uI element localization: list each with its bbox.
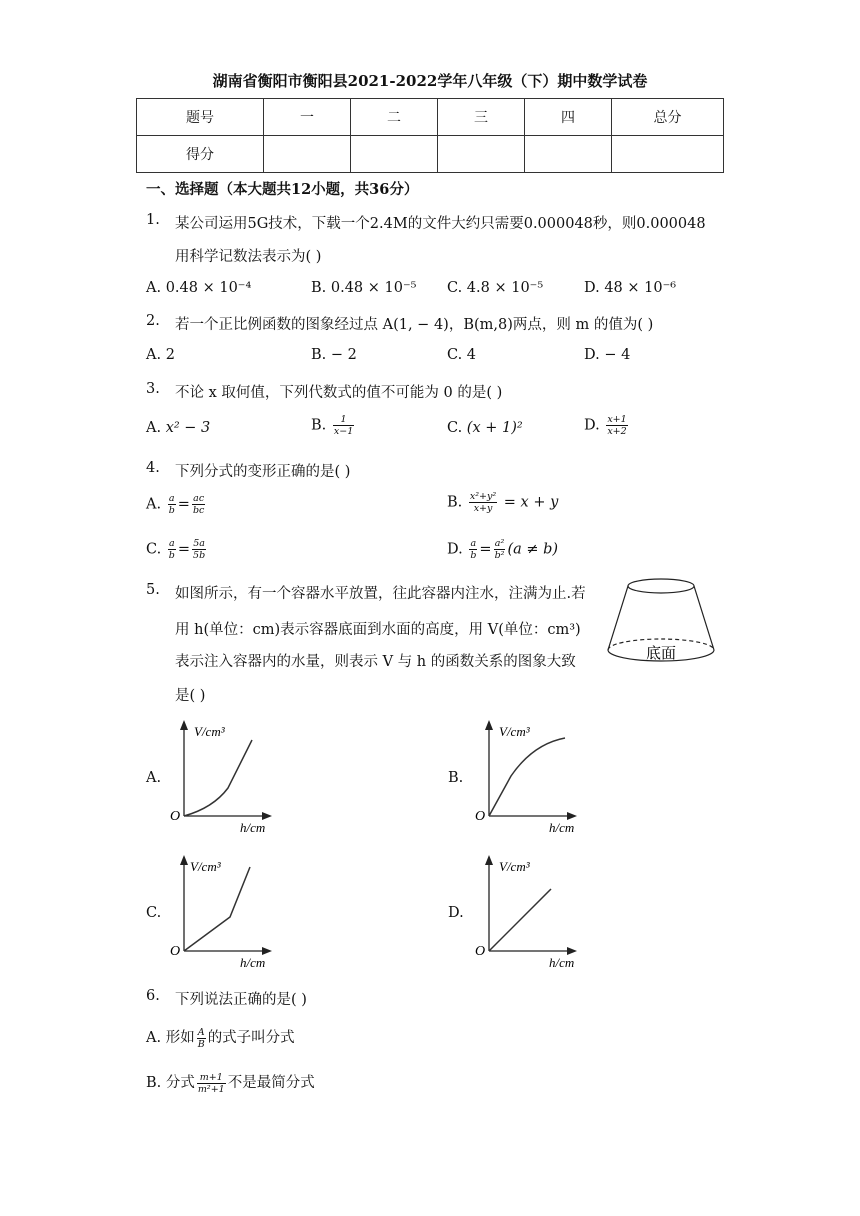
origin-label: O bbox=[170, 944, 181, 959]
option-text: A. 形如 bbox=[146, 1030, 195, 1046]
option-text: 不是最简分式 bbox=[227, 1075, 315, 1091]
fraction bbox=[192, 493, 205, 516]
y-axis-label: V/cm³ bbox=[190, 859, 221, 874]
score-table-cell: 四 bbox=[525, 99, 612, 136]
question-number: 6. bbox=[146, 988, 160, 1004]
option-b[interactable] bbox=[146, 1071, 315, 1095]
question-number: 4. bbox=[146, 460, 160, 476]
option-a[interactable]: A. 0.48 × 10⁻⁴ bbox=[146, 280, 252, 296]
score-table bbox=[136, 98, 724, 173]
graph-curve bbox=[489, 889, 551, 951]
denominator: b bbox=[168, 550, 175, 561]
numerator: a bbox=[169, 538, 175, 549]
question-text: 下列分式的变形正确的是( ) bbox=[175, 464, 351, 480]
option-c[interactable] bbox=[146, 538, 208, 561]
denominator: x+y bbox=[473, 503, 493, 514]
option-a[interactable]: A. 2 bbox=[146, 347, 175, 363]
question-text: 是( ) bbox=[175, 688, 206, 704]
fraction bbox=[469, 538, 477, 561]
fraction bbox=[197, 1072, 226, 1095]
option-b[interactable] bbox=[311, 414, 356, 437]
question-text: 不论 x 取何值，下列代数式的值不可能为 0 的是( ) bbox=[175, 385, 503, 401]
score-table-cell: 题号 bbox=[137, 99, 264, 136]
y-axis-arrow bbox=[180, 855, 188, 865]
option-label: C. bbox=[146, 541, 162, 558]
numerator: x+1 bbox=[607, 414, 627, 425]
option-c[interactable]: C. bbox=[146, 905, 162, 921]
x-axis-arrow bbox=[567, 812, 577, 820]
container-right-side bbox=[694, 586, 714, 650]
score-table-cell: 总分 bbox=[612, 99, 724, 136]
option-text: B. 分式 bbox=[146, 1075, 195, 1091]
graph-curve bbox=[184, 740, 252, 816]
score-table-header-row bbox=[137, 99, 724, 136]
score-table-score-row bbox=[137, 136, 724, 173]
fraction bbox=[168, 493, 176, 516]
fraction bbox=[494, 538, 506, 561]
y-axis-arrow bbox=[485, 855, 493, 865]
score-input-cell bbox=[264, 136, 351, 173]
denominator: x+2 bbox=[607, 426, 627, 437]
score-table-cell: 三 bbox=[438, 99, 525, 136]
y-axis-label: V/cm³ bbox=[499, 724, 530, 739]
question-text: 用 h(单位：cm)表示容器底面到水面的高度，用 V(单位：cm³) bbox=[175, 622, 581, 638]
denominator: 5b bbox=[193, 550, 206, 561]
container-label: 底面 bbox=[645, 646, 677, 662]
denominator: m²+1 bbox=[197, 1083, 225, 1095]
graph-curve bbox=[184, 867, 250, 951]
question-text: 表示注入容器内的水量，则表示 V 与 h 的函数关系的图象大致 bbox=[175, 654, 576, 670]
x-axis-label: h/cm bbox=[240, 955, 266, 970]
question-text: 下列说法正确的是( ) bbox=[175, 992, 307, 1008]
x-axis-arrow bbox=[567, 947, 577, 955]
score-row-label: 得分 bbox=[137, 136, 264, 173]
equals-sign: = bbox=[479, 541, 492, 558]
option-d[interactable]: D. 48 × 10⁻⁶ bbox=[584, 280, 677, 296]
graph-c bbox=[168, 853, 278, 971]
graph-b bbox=[473, 718, 583, 836]
expression: = x + y bbox=[503, 494, 559, 511]
fraction bbox=[168, 538, 176, 561]
y-axis-arrow bbox=[180, 720, 188, 730]
x-axis-arrow bbox=[262, 812, 272, 820]
numerator: 5a bbox=[193, 538, 205, 549]
option-a[interactable] bbox=[146, 493, 207, 516]
equals-sign: = bbox=[177, 541, 191, 558]
score-input-cell bbox=[351, 136, 438, 173]
question-number: 1. bbox=[146, 212, 160, 228]
question-text: 某公司运用5G技术，下载一个2.4M的文件大约只需要0.000048秒，则0.000048 bbox=[175, 216, 706, 232]
option-c[interactable]: C. 4 bbox=[447, 347, 477, 363]
graph-d bbox=[473, 853, 583, 971]
option-b[interactable]: B. − 2 bbox=[311, 347, 357, 363]
option-text: 的式子叫分式 bbox=[207, 1030, 295, 1046]
denominator: b bbox=[168, 505, 175, 516]
numerator: a bbox=[470, 538, 477, 549]
x-axis-arrow bbox=[262, 947, 272, 955]
option-a[interactable] bbox=[146, 1026, 295, 1050]
denominator: x−1 bbox=[333, 426, 354, 437]
denominator: B bbox=[197, 1038, 205, 1050]
question-text: 用科学记数法表示为( ) bbox=[175, 249, 322, 265]
option-d[interactable] bbox=[584, 414, 630, 437]
option-b[interactable]: B. 0.48 × 10⁻⁵ bbox=[311, 280, 417, 296]
fraction bbox=[192, 538, 206, 561]
option-label: D. bbox=[584, 417, 600, 434]
score-input-cell bbox=[525, 136, 612, 173]
score-table-cell: 二 bbox=[351, 99, 438, 136]
option-a[interactable]: A. bbox=[146, 770, 162, 786]
graph-curve bbox=[489, 738, 565, 816]
numerator: x²+y² bbox=[469, 491, 497, 502]
option-c[interactable]: C. 4.8 × 10⁻⁵ bbox=[447, 280, 544, 296]
option-label: D. bbox=[447, 541, 463, 558]
option-label: B. bbox=[311, 417, 327, 434]
option-label: A. bbox=[146, 420, 162, 436]
option-d[interactable]: D. bbox=[448, 905, 464, 921]
option-b[interactable] bbox=[447, 491, 558, 514]
denominator: bc bbox=[192, 505, 205, 516]
option-d[interactable] bbox=[447, 538, 558, 561]
score-input-cell bbox=[438, 136, 525, 173]
question-text: 如图所示，有一个容器水平放置，往此容器内注水，注满为止.若 bbox=[175, 586, 586, 602]
y-axis-label: V/cm³ bbox=[499, 859, 530, 874]
question-text: 若一个正比例函数的图象经过点 A(1, − 4)，B(m,8)两点，则 m 的值为( ) bbox=[175, 317, 654, 333]
expression: x² − 3 bbox=[165, 420, 211, 436]
origin-label: O bbox=[475, 809, 486, 824]
question-number: 3. bbox=[146, 381, 160, 397]
x-axis-label: h/cm bbox=[549, 820, 575, 835]
question-number: 5. bbox=[146, 582, 160, 598]
numerator: m+1 bbox=[197, 1072, 226, 1084]
origin-label: O bbox=[170, 809, 181, 824]
numerator: a bbox=[168, 493, 175, 504]
container-top-rim bbox=[628, 579, 694, 593]
denominator: b² bbox=[494, 550, 505, 561]
option-a[interactable] bbox=[146, 420, 210, 436]
page-title: 湖南省衡阳市衡阳县2021-2022学年八年级（下）期中数学试卷 bbox=[212, 72, 648, 90]
numerator: a² bbox=[494, 538, 505, 549]
option-label: C. bbox=[447, 420, 463, 436]
y-axis-arrow bbox=[485, 720, 493, 730]
option-c[interactable] bbox=[447, 420, 523, 436]
option-d[interactable]: D. − 4 bbox=[584, 347, 631, 363]
numerator: A bbox=[197, 1026, 205, 1038]
option-b[interactable]: B. bbox=[448, 770, 464, 786]
container-left-side bbox=[608, 586, 628, 650]
expression: (x + 1)² bbox=[466, 420, 523, 436]
denominator: b bbox=[470, 550, 477, 561]
fraction bbox=[333, 414, 354, 437]
container-figure bbox=[600, 574, 722, 670]
origin-label: O bbox=[475, 944, 486, 959]
graph-a bbox=[168, 718, 278, 836]
equals-sign: = bbox=[177, 496, 190, 513]
option-label: A. bbox=[146, 496, 162, 513]
numerator: 1 bbox=[333, 414, 354, 426]
x-axis-label: h/cm bbox=[549, 955, 575, 970]
fraction bbox=[606, 414, 627, 437]
x-axis-label: h/cm bbox=[240, 820, 266, 835]
score-table-cell: 一 bbox=[264, 99, 351, 136]
condition: (a ≠ b) bbox=[507, 541, 559, 558]
numerator: ac bbox=[193, 493, 205, 504]
fraction bbox=[469, 491, 497, 514]
fraction bbox=[197, 1027, 206, 1050]
section-heading: 一、选择题（本大题共12小题，共36分） bbox=[146, 181, 419, 198]
y-axis-label: V/cm³ bbox=[194, 724, 225, 739]
question-number: 2. bbox=[146, 313, 160, 329]
score-input-cell bbox=[612, 136, 724, 173]
option-label: B. bbox=[447, 494, 463, 511]
